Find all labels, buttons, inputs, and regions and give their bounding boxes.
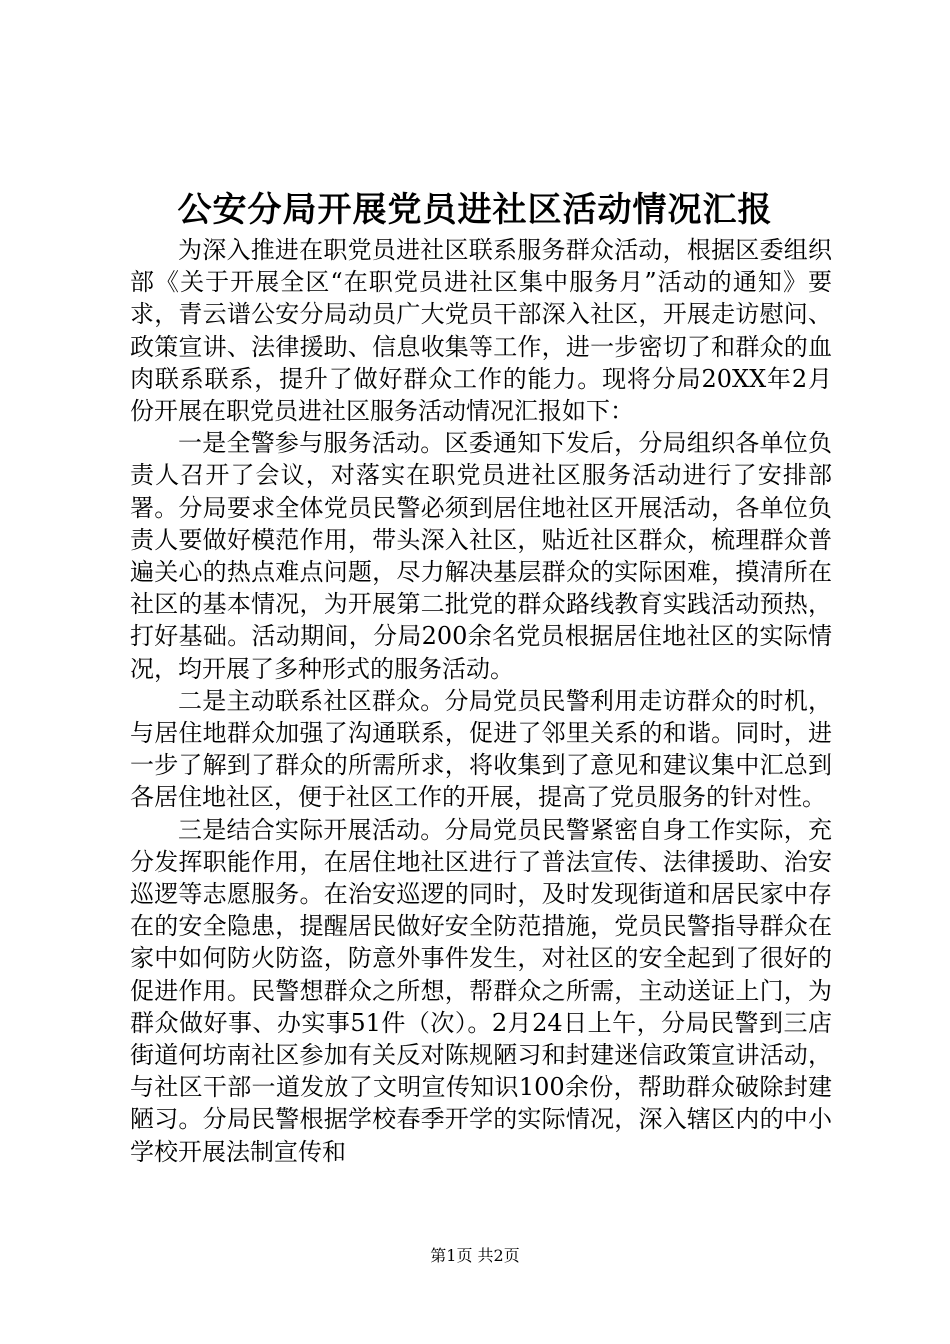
paragraph-point-two: 二是主动联系社区群众。分局党员民警利用走访群众的时机，与居住地群众加强了沟通联系，促进了邻里关系的和谐。同时，进一步了解到了群众的所需所求，将收集到了意见和建议集中汇总到各居住地社区，便于社区工作的开展，提高了党员服务的针对性。 [130,686,832,812]
paragraph-point-one: 一是全警参与服务活动。区委通知下发后，分局组织各单位负责人召开了会议，对落实在职党员进社区服务活动进行了安排部署。分局要求全体党员民警必须到居住地社区开展活动，各单位负责人要做好模范作用，带头深入社区，贴近社区群众，梳理群众普遍关心的热点难点问题，尽力解决基层群众的实际困难，摸清所在社区的基本情况，为开展第二批党的群众路线教育实践活动预热，打好基础。活动期间，分局200余名党员根据居住地社区的实际情况，均开展了多种形式的服务活动。 [130,429,832,683]
document-body [130,234,832,1168]
paragraph-point-three: 三是结合实际开展活动。分局党员民警紧密自身工作实际，充分发挥职能作用，在居住地社区进行了普法宣传、法律援助、治安巡逻等志愿服务。在治安巡逻的同时，及时发现街道和居民家中存在的安全隐患，提醒居民做好安全防范措施，党员民警指导群众在家中如何防火防盗，防意外事件发生，对社区的安全起到了很好的促进作用。民警想群众之所想，帮群众之所需，主动送证上门，为群众做好事、办实事51件（次）。2月24日上午，分局民警到三店街道何坊南社区参加有关反对陈规陋习和封建迷信政策宣讲活动，与社区干部一道发放了文明宣传知识100余份，帮助群众破除封建陋习。分局民警根据学校春季开学的实际情况，深入辖区内的中小学校开展法制宣传和 [130,815,832,1166]
paragraph-intro: 为深入推进在职党员进社区联系服务群众活动，根据区委组织部《关于开展全区“在职党员进社区集中服务月”活动的通知》要求，青云谱公安分局动员广大党员干部深入社区，开展走访慰问、政策宣讲、法律援助、信息收集等工作，进一步密切了和群众的血肉联系联系，提升了做好群众工作的能力。现将分局20XX年2月份开展在职党员进社区服务活动情况汇报如下： [130,236,832,426]
document-title: 公安分局开展党员进社区活动情况汇报 [177,190,773,230]
page-number-footer: 第1页 共2页 [430,1246,520,1265]
